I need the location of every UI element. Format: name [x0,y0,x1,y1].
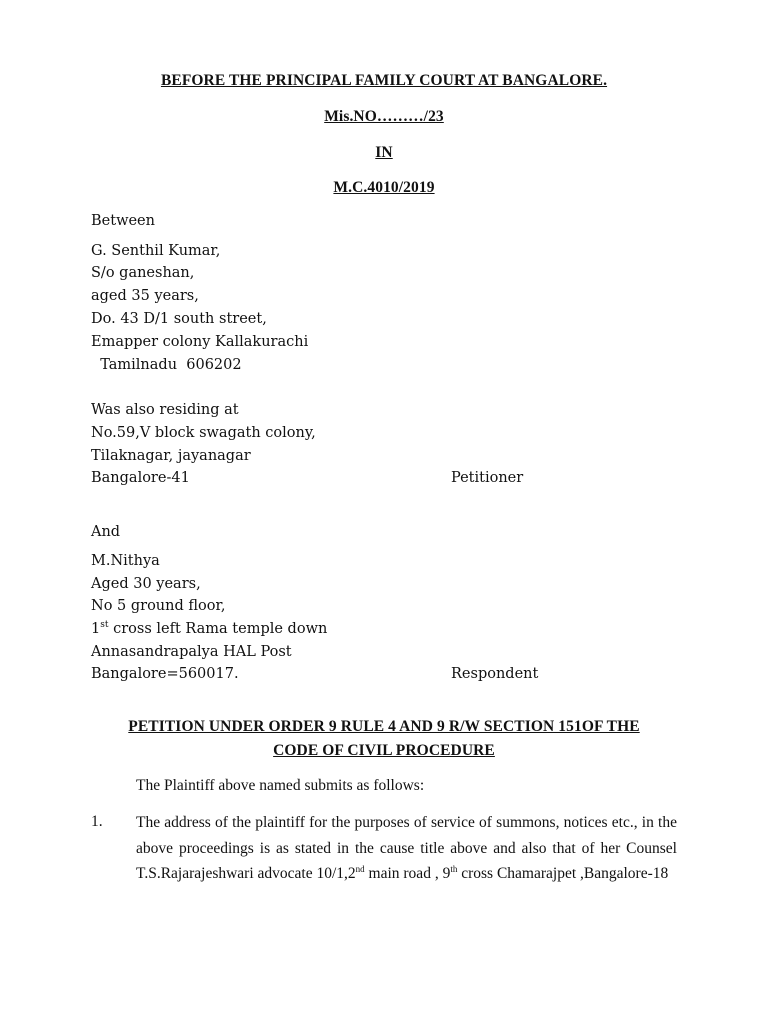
para-1 [136,810,677,887]
residing-line: No.59,V block swagath colony, [91,425,316,441]
para-number: 1. [91,813,103,830]
para-1-text: main road , 9 [364,865,451,882]
respondent-line: M.Nithya [91,553,160,569]
nd-suffix: nd [355,863,365,874]
petitioner-line: S/o ganeshan, [91,265,195,281]
respondent-line: No 5 ground floor, [91,598,226,614]
misc-number: Mis.NO………/23 [324,108,444,125]
court-heading: BEFORE THE PRINCIPAL FAMILY COURT AT BANGALORE. [160,72,608,89]
cross-rest: cross left Rama temple down [108,621,328,637]
and-label: And [91,524,121,540]
respondent-line: Bangalore=560017. [91,666,239,682]
petitioner-line: Do. 43 D/1 south street, [91,311,267,327]
respondent-role: Respondent [451,666,539,682]
residing-line: Bangalore-41 [91,470,190,486]
para-1-text: The address of the plaintiff for the purposes of service of summons, notices etc., in the above proceedings is as stated in the cause title above and also that of her Counsel T.S.Rajarajeshwari advocate 10/1,2 [136,814,677,882]
respondent-line [91,621,327,637]
petitioner-line: Tamilnadu 606202 [91,357,242,373]
petition-title-line2: CODE OF CIVIL PROCEDURE [273,742,495,759]
respondent-line: Annasandrapalya HAL Post [91,644,292,660]
petition-title-line1: PETITION UNDER ORDER 9 RULE 4 AND 9 R/W SECTION 151OF THE [128,718,640,735]
residing-line: Tilaknagar, jayanagar [91,448,251,464]
cross-suffix: st [100,620,109,631]
petitioner-line: Emapper colony Kallakurachi [91,334,309,350]
cross-number: 1 [91,621,101,637]
residing-line: Was also residing at [91,402,239,418]
intro-text: The Plaintiff above named submits as follows: [136,777,425,794]
petitioner-role: Petitioner [451,470,524,486]
between-label: Between [91,213,155,229]
respondent-line: Aged 30 years, [91,576,201,592]
petitioner-line: G. Senthil Kumar, [91,243,221,259]
petitioner-line: aged 35 years, [91,288,199,304]
case-number: M.C.4010/2019 [333,179,435,196]
th-suffix: th [450,863,458,874]
para-1-text: cross Chamarajpet ,Bangalore-18 [457,865,669,882]
in-label: IN [375,144,393,161]
